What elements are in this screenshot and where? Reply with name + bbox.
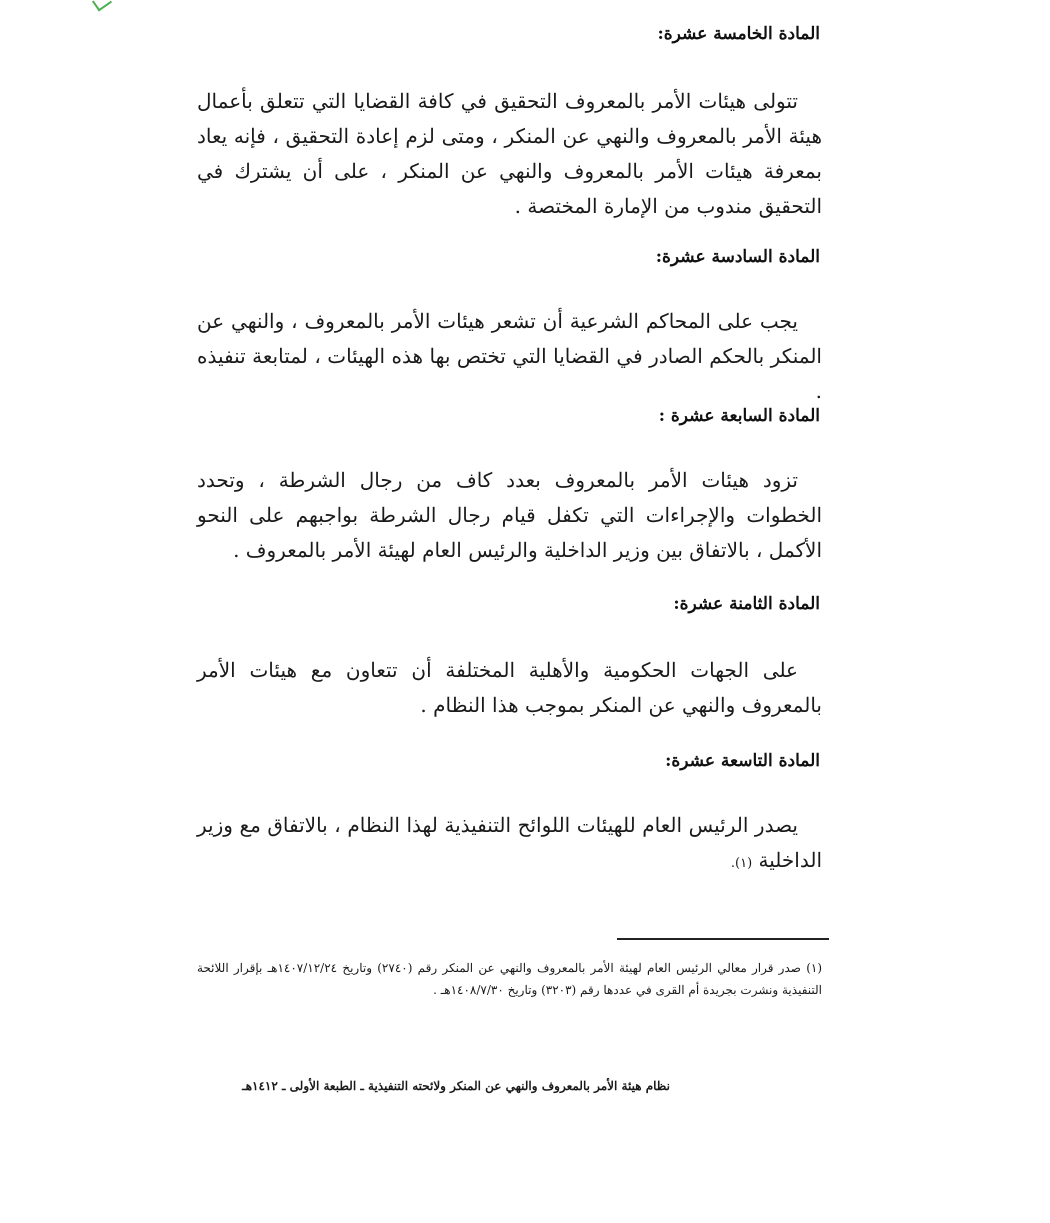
- page-footer: نظام هيئة الأمر بالمعروف والنهي عن المنكر ولائحته التنفيذية ـ الطبعة الأولى ـ ١٤١٢هـ: [242, 1079, 670, 1093]
- footnote-reference: (١).: [730, 856, 753, 871]
- article-17-heading: المادة السابعة عشرة :: [658, 406, 820, 426]
- article-19-heading: المادة التاسعة عشرة:: [665, 751, 820, 771]
- footnote: (١) صدر قرار معالي الرئيس العام لهيئة الأمر بالمعروف والنهي عن المنكر رقم (٢٧٤٠) وتاريخ ١٤٠٧/١٢/٢٤هـ بإقرار اللائحة التنفيذية ونشرت بجريدة أم القرى في عددها رقم (٣٢٠٣) وتاريخ ١٤٠٨/٧/٣٠هـ .: [197, 961, 823, 997]
- article-18-heading: المادة الثامنة عشرة:: [673, 594, 820, 614]
- article-16-heading: المادة السادسة عشرة:: [655, 247, 820, 267]
- article-16-body: يجب على المحاكم الشرعية أن تشعر هيئات الأمر بالمعروف ، والنهي عن المنكر بالحكم الصادر في القضايا التي تختص بها هذه الهيئات ، لمتابعة تنفيذه .: [197, 309, 822, 403]
- article-19-text: يصدر الرئيس العام للهيئات اللوائح التنفيذية لهذا النظام ، بالاتفاق مع وزير الداخلية: [197, 813, 822, 872]
- footnote-divider: [617, 938, 829, 940]
- article-15-body: تتولى هيئات الأمر بالمعروف التحقيق في كافة القضايا التي تتعلق بأعمال هيئة الأمر بالمعروف والنهي عن المنكر ، ومتى لزم إعادة التحقيق ، فإنه يعاد بمعرفة هيئات الأمر بالمعروف والنهي عن المنكر ، على أن يشترك في التحقيق مندوب من الإمارة المختصة .: [197, 89, 822, 218]
- article-15-heading: المادة الخامسة عشرة:: [657, 24, 820, 44]
- article-17-body: تزود هيئات الأمر بالمعروف بعدد كاف من رجال الشرطة ، وتحدد الخطوات والإجراءات التي تكفل قيام رجال الشرطة بواجبهم على النحو الأكمل ، بالاتفاق بين وزير الداخلية والرئيس العام لهيئة الأمر بالمعروف .: [197, 468, 822, 562]
- article-19-body: [197, 808, 822, 881]
- scan-corner-mark: [92, 0, 112, 12]
- article-18-body: على الجهات الحكومية والأهلية المختلفة أن تتعاون مع هيئات الأمر بالمعروف والنهي عن المنكر بموجب هذا النظام .: [197, 658, 822, 717]
